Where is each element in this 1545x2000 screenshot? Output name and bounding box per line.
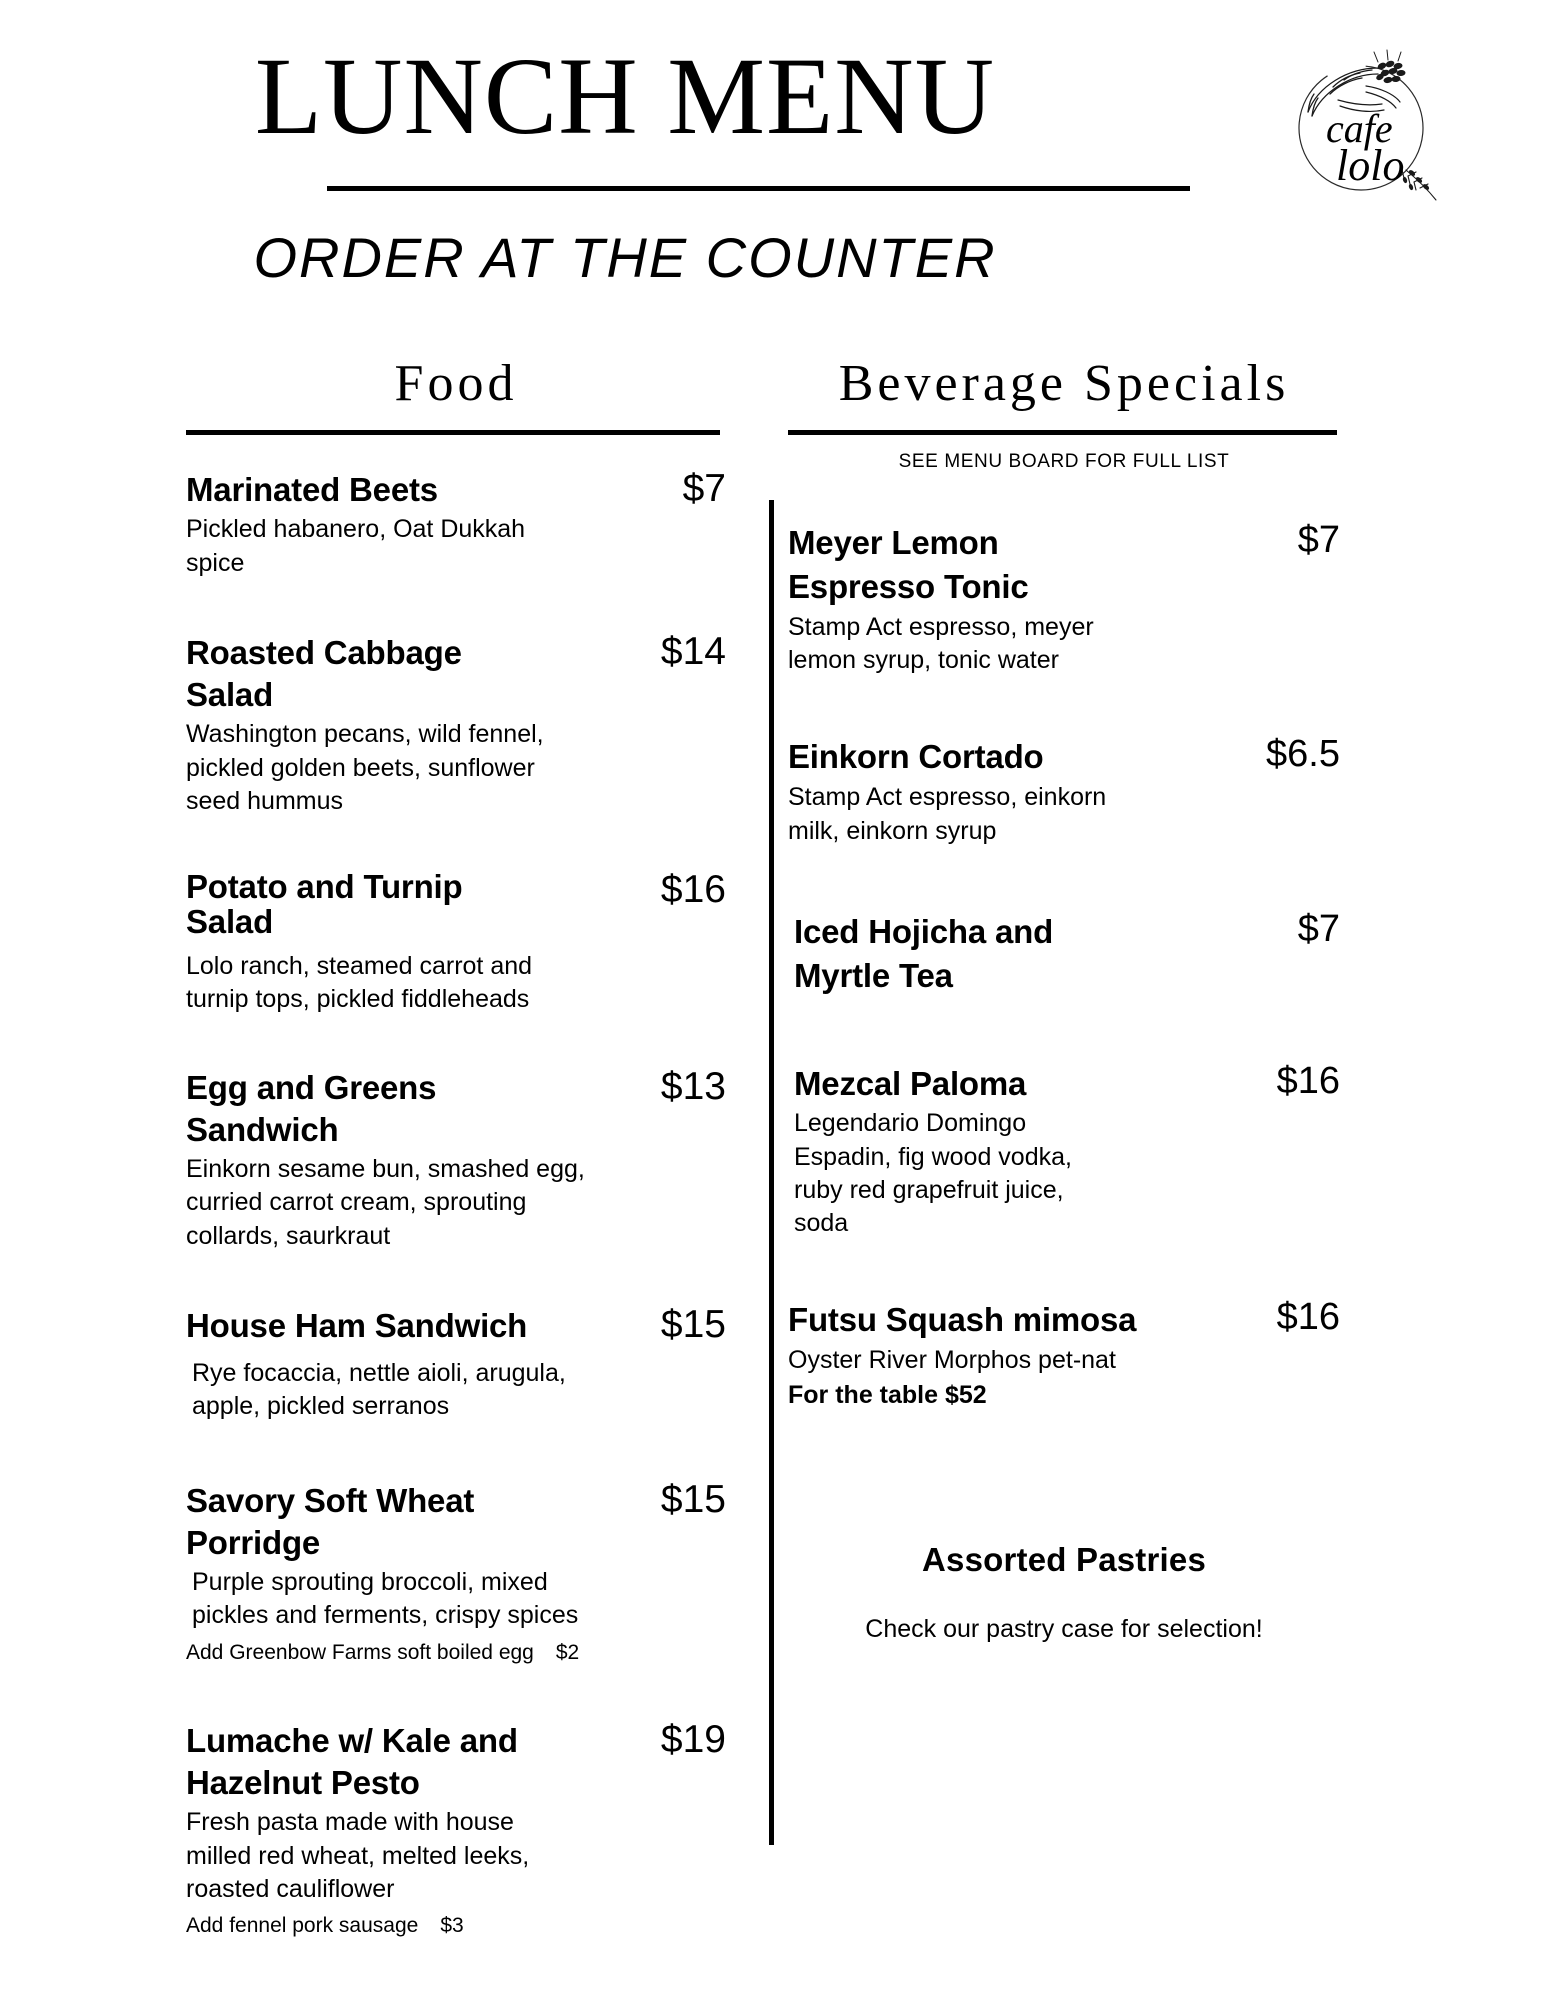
page-title: LUNCH MENU (254, 35, 996, 157)
item-name: Futsu Squash mimosa (788, 1301, 1137, 1339)
item-description: Einkorn sesame bun, smashed egg, curried carrot cream, sprouting collards, saurkraut (186, 1155, 585, 1250)
menu-item (186, 870, 726, 1016)
menu-item (186, 1064, 726, 1253)
item-description: Oyster River Morphos pet-nat (788, 1346, 1116, 1375)
menu-item (788, 521, 1340, 677)
pastries-section (788, 1541, 1340, 1644)
item-addon (186, 1912, 726, 1939)
food-column (186, 355, 726, 1973)
menu-item (788, 1298, 1340, 1411)
food-section-rule (186, 430, 720, 435)
item-price: $7 (1297, 519, 1340, 562)
item-name: Mezcal Paloma (794, 1064, 1027, 1102)
item-description: Stamp Act espresso, meyer lemon syrup, tonic water (788, 612, 1094, 675)
food-item-list (186, 469, 726, 1939)
item-description: Rye focaccia, nettle aioli, arugula, apple, pickled serranos (192, 1359, 566, 1421)
item-table-note: For the table $52 (788, 1380, 987, 1409)
item-price: $15 (660, 1477, 726, 1521)
item-price: $14 (660, 629, 726, 673)
item-price: $16 (1276, 1059, 1340, 1102)
logo-word-lolo: lolo (1336, 141, 1405, 190)
beverage-section-rule (788, 430, 1337, 435)
item-name: Egg and Greens Sandwich (186, 1068, 437, 1148)
item-price: $13 (660, 1064, 726, 1108)
pastries-note: Check our pastry case for selection! (865, 1615, 1263, 1644)
beverage-section-title: Beverage Specials (838, 355, 1290, 412)
item-addon-price: $3 (440, 1914, 464, 1938)
item-name: Lumache w/ Kale and Hazelnut Pesto (186, 1721, 518, 1802)
item-name: Potato and Turnip Salad (186, 868, 463, 941)
page-subtitle: ORDER AT THE COUNTER (253, 226, 997, 289)
menu-item (788, 907, 1340, 998)
item-name: Meyer Lemon Espresso Tonic (788, 524, 1029, 606)
item-name: Roasted Cabbage Salad (186, 633, 462, 714)
item-addon-price: $2 (555, 1640, 580, 1664)
menu-item (186, 629, 726, 818)
item-name: House Ham Sandwich (186, 1306, 528, 1344)
item-price: $19 (660, 1717, 726, 1761)
item-price: $15 (660, 1302, 726, 1346)
menu-item (788, 1059, 1340, 1241)
pastries-title: Assorted Pastries (921, 1541, 1207, 1579)
item-name: Einkorn Cortado (788, 738, 1044, 776)
item-name: Iced Hojicha and Myrtle Tea (794, 912, 1054, 994)
menu-item (186, 1477, 726, 1666)
menu-item (788, 735, 1340, 847)
food-section-title: Food (394, 355, 518, 412)
item-description: Fresh pasta made with house milled red wheat, melted leeks, roasted cauliflower (186, 1808, 530, 1903)
item-price: $16 (1276, 1296, 1340, 1339)
item-description: Lolo ranch, steamed carrot and turnip tops, pickled fiddleheads (186, 952, 533, 1014)
column-divider (769, 500, 774, 1845)
menu-item (186, 1302, 726, 1424)
item-description: Purple sprouting broccoli, mixed pickles and ferments, crispy spices (192, 1568, 579, 1630)
item-name: Savory Soft Wheat Porridge (186, 1481, 475, 1561)
item-price: $6.5 (1266, 733, 1340, 776)
item-addon-label: Add Greenbow Farms soft boiled egg (186, 1640, 534, 1664)
item-addon-label: Add fennel pork sausage (186, 1914, 419, 1938)
item-price: $7 (682, 467, 726, 511)
item-price: $16 (660, 868, 726, 912)
item-name: Marinated Beets (186, 471, 438, 509)
menu-item (186, 1717, 726, 1940)
item-price: $7 (1297, 907, 1340, 950)
item-description: Stamp Act espresso, einkorn milk, einkorn syrup (788, 783, 1107, 845)
beverage-subnote: SEE MENU BOARD FOR FULL LIST (898, 451, 1230, 473)
item-addon (186, 1639, 726, 1666)
item-description: Legendario Domingo Espadin, fig wood vodka, ruby red grapefruit juice, soda (794, 1109, 1072, 1238)
logo-word-cafe: cafe (1326, 106, 1393, 151)
cafe-lolo-logo (1278, 42, 1444, 208)
beverage-item-list (788, 521, 1340, 1411)
item-description: Washington pecans, wild fennel, pickled golden beets, sunflower seed hummus (186, 720, 544, 815)
item-description: Pickled habanero, Oat Dukkah spice (186, 515, 526, 577)
menu-item (186, 469, 726, 580)
title-underline (327, 186, 1190, 191)
beverage-column (788, 355, 1340, 1644)
